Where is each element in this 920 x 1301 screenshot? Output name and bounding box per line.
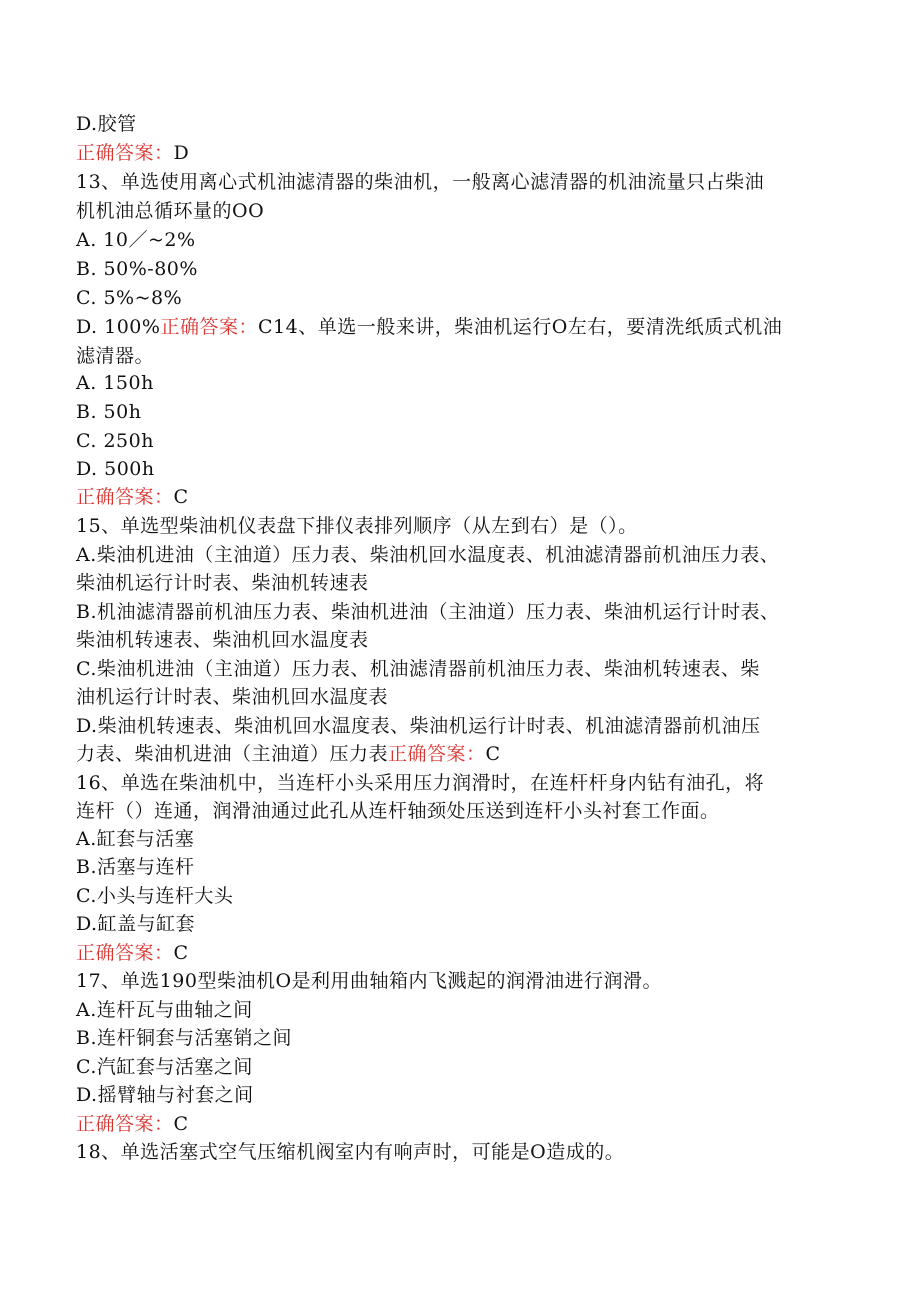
option-line <box>76 541 779 569</box>
option-text: C.汽缸套与活塞之间 <box>76 1056 253 1078</box>
answer-label: 正确答案： <box>388 743 486 765</box>
option-line <box>76 910 195 938</box>
option-text: D.胶管 <box>76 113 137 135</box>
option-text: C.小头与连杆大头 <box>76 885 234 907</box>
question-line <box>76 168 764 196</box>
answer-value: C <box>173 942 189 964</box>
answer-label: 正确答案： <box>76 1113 174 1135</box>
option-line <box>76 825 194 853</box>
option-line <box>76 598 780 626</box>
answer-line <box>76 483 189 511</box>
option-text: C.柴油机进油（主油道）压力表、机油滤清器前机油压力表、柴油机转速表、柴 <box>76 658 760 680</box>
option-line <box>76 369 154 397</box>
option-text: A. 150h <box>76 372 154 394</box>
option-text: B.连杆铜套与活塞销之间 <box>76 1027 293 1049</box>
option-line <box>76 996 253 1024</box>
option-line <box>76 1053 253 1081</box>
question-text: 13、单选使用离心式机油滤清器的柴油机，一般离心滤清器的机油流量只占柴油 <box>76 171 765 193</box>
option-text: B.机油滤清器前机油压力表、柴油机进油（主油道）压力表、柴油机运行计时表、 <box>76 601 780 623</box>
answer-line <box>76 1110 189 1138</box>
question-text: 16、单选在柴油机中，当连杆小头采用压力润滑时，在连杆杆身内钻有油孔，将 <box>76 772 765 794</box>
question-line <box>76 342 154 370</box>
option-line <box>76 683 388 711</box>
option-text: D. 500h <box>76 458 155 480</box>
question-text: C14、单选一般来讲，柴油机运行O左右，要清洗纸质式机油 <box>257 316 783 338</box>
option-line <box>76 455 155 483</box>
answer-label: 正确答案： <box>76 942 174 964</box>
option-text: A. 10／~2% <box>76 229 196 251</box>
question-line <box>76 512 638 540</box>
option-line <box>76 110 137 138</box>
answer-line <box>76 939 189 967</box>
question-line <box>76 1138 624 1166</box>
question-line <box>76 769 764 797</box>
option-text: D.缸盖与缸套 <box>76 913 196 935</box>
option-text: C. 5%~8% <box>76 287 183 309</box>
option-line <box>76 655 760 683</box>
option-line <box>76 427 154 455</box>
question-line <box>76 967 662 995</box>
question-line <box>76 797 720 825</box>
question-text: 17、单选190型柴油机O是利用曲轴箱内飞溅起的润滑油进行润滑。 <box>76 970 663 992</box>
question-text: 机机油总循环量的OO <box>76 200 265 222</box>
option-line <box>76 226 196 254</box>
option-text: C. 250h <box>76 430 154 452</box>
answer-label: 正确答案： <box>76 486 174 508</box>
option-line <box>76 1024 292 1052</box>
option-text: D.柴油机转速表、柴油机回水温度表、柴油机运行计时表、机油滤清器前机油压 <box>76 715 761 737</box>
answer-value: C <box>173 1113 189 1135</box>
option-text: 柴油机转速表、柴油机回水温度表 <box>76 629 369 651</box>
option-text: B. 50h <box>76 401 142 423</box>
answer-label: 正确答案： <box>160 316 258 338</box>
option-line <box>76 284 182 312</box>
option-text: B. 50%-80% <box>76 258 198 280</box>
option-line <box>76 626 369 654</box>
question-text: 连杆（）连通，润滑油通过此孔从连杆轴颈处压送到连杆小头衬套工作面。 <box>76 800 720 822</box>
answer-label: 正确答案： <box>76 142 174 164</box>
option-answer-question-line <box>76 313 782 341</box>
question-text: 15、单选型柴油机仪表盘下排仪表排列顺序（从左到右）是（）。 <box>76 515 638 537</box>
option-text: B.活塞与连杆 <box>76 856 195 878</box>
option-line <box>76 569 369 597</box>
option-text: A.连杆瓦与曲轴之间 <box>76 999 253 1021</box>
option-text: 油机运行计时表、柴油机回水温度表 <box>76 686 389 708</box>
option-text: A.柴油机进油（主油道）压力表、柴油机回水温度表、机油滤清器前机油压力表、 <box>76 544 780 566</box>
option-line <box>76 1081 254 1109</box>
option-line <box>76 255 198 283</box>
answer-line <box>76 139 189 167</box>
answer-value: C <box>485 743 501 765</box>
option-text: A.缸套与活塞 <box>76 828 195 850</box>
option-line <box>76 398 141 426</box>
option-answer-line <box>76 740 501 768</box>
option-text: 力表、柴油机进油（主油道）压力表 <box>76 743 389 765</box>
option-line <box>76 882 233 910</box>
option-text: 柴油机运行计时表、柴油机转速表 <box>76 572 369 594</box>
answer-value: D <box>173 142 190 164</box>
option-line <box>76 712 761 740</box>
question-text: 滤清器。 <box>76 345 155 367</box>
option-text: D.摇臂轴与衬套之间 <box>76 1084 254 1106</box>
option-line <box>76 853 195 881</box>
question-line <box>76 197 264 225</box>
option-text: D. 100% <box>76 316 161 338</box>
answer-value: C <box>173 486 189 508</box>
question-text: 18、单选活塞式空气压缩机阀室内有响声时，可能是O造成的。 <box>76 1141 625 1163</box>
